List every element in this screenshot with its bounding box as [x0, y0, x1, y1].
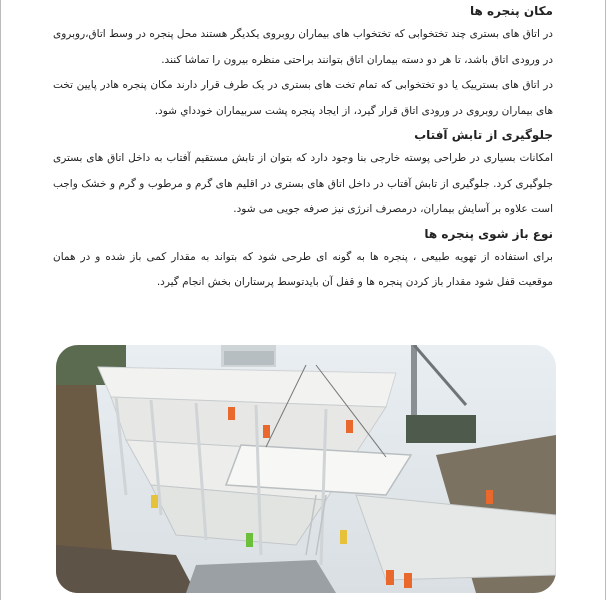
paragraph-sun-protection: امکانات بسیاری در طراحی پوسته خارجی بنا وجود دارد که بتوان از تابش مستقیم آفتاب به داخل اتاق های بستری جلوگیری کرد. جلوگیری از تابش آفتاب در داخل اتاق های بستری در اقلیم های گرم و مرطوب و گرم و خشک واجب است علاوه بر آسایش بیماران، درمصرف انرژی نیز صرفه جویی می شود. — [53, 152, 553, 215]
section-heading-window-opening: نوع باز شوی پنجره ها — [424, 226, 553, 241]
section-heading-sun-protection: جلوگیری از تابش آفتاب — [414, 128, 553, 142]
paragraph-window-location-2: در اتاق های بسترییک یا دو تختخوابی که تمام تخت های بستری در یک طرف قرار دارند مکان پنجره هادر پایین تخت های بیماران روبروی در ورودی اتاق قرار گیرد، از ایجاد پنجره پشت سربیماران خودداي شود. — [53, 79, 553, 117]
paragraph-window-opening: برای استفاده از تهویه طبیعی ، پنجره ها به گونه ای طرحی شود که بتواند به مقدار کمی باز شده و در همان موقعیت قفل شود مقدار باز کردن پنجره ها و قفل آن بایدتوسط پرستاران بخش انجام گیرد. — [53, 250, 553, 288]
construction-photo — [56, 345, 556, 593]
paragraph-window-location-1: در اتاق های بستری چند تختخوابی که تختخواب های بیماران روبروی یکدیگر هستند محل پنجره در وسط اتاق،روبروی در ورودی اتاق باشد، تا هر دو دسته بیماران اتاق بتوانند براحتی منظره بیرون را تماشا کنند. — [53, 28, 553, 66]
section-heading-window-location: مکان پنجره ها — [470, 4, 553, 18]
document-body — [53, 0, 553, 296]
